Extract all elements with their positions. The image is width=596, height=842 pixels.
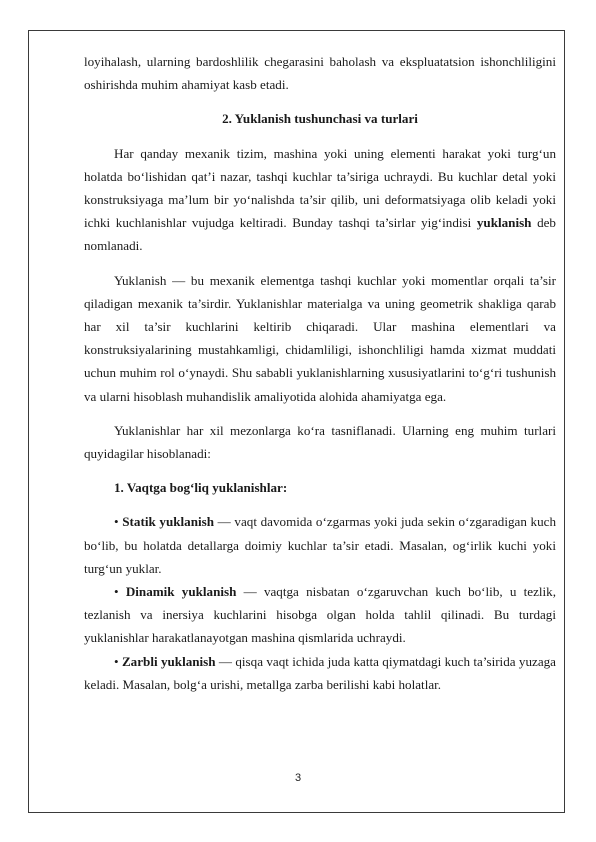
bullet-term: Dinamik yuklanish	[125, 584, 237, 600]
page-number: 3	[294, 772, 302, 784]
bullet-item	[84, 510, 556, 580]
paragraph-definition	[84, 142, 556, 258]
continuation-paragraph: loyihalash, ularning bardoshlilik chegarasini baholash va ekspluatatsion ishonchliligini oshirishda muhim ahamiyat kasb etadi.	[84, 54, 556, 93]
section-title: 2. Yuklanish tushunchasi va turlari	[222, 111, 418, 127]
paragraph-definition-end: deb nomlanadi.	[84, 215, 556, 254]
bullet-item	[84, 650, 556, 696]
bullet-icon: •	[114, 514, 119, 530]
bullet-term: Statik yuklanish	[122, 514, 214, 530]
document-body	[84, 50, 556, 696]
term-yuklanish: yuklanish	[476, 215, 532, 231]
bullet-icon: •	[114, 584, 119, 600]
paragraph-definition-text: Har qanday mexanik tizim, mashina yoki uning elementi harakat yoki turg‘un holatda bo‘lishidan qat’i nazar, tashqi kuchlar ta’siriga uchraydi. Bu kuchlar detal yoki konstruksiyaga ma’lum bir yo‘nalishda ta’sir qilib, uni deformatsiyaga olib keladi yoki ichki kuchlanishlar vujudga keltiradi. Bunday tashqi ta’sirlar yig‘indisi	[84, 145, 556, 231]
bullet-icon: •	[114, 653, 119, 669]
bullet-text: — vaqt davomida o‘zgarmas yoki juda sekin o‘zgaradigan kuch bo‘lib, bu holatda detallarga doimiy kuchlar ta’sir etadi. Masalan, og‘irlik kuchi yoki turg‘un yuklar.	[84, 514, 557, 576]
subsection-title: 1. Vaqtga bog‘liq yuklanishlar:	[114, 480, 288, 496]
bullet-text: — vaqtga nisbatan o‘zgaruvchan kuch bo‘lib, u tezlik, tezlanish va inersiya kuchlarini hisobga olgan holda tahlil qilinadi. Bu turdagi yuklanishlar harakatlanayotgan mashina qismlarida uchraydi.	[84, 584, 556, 646]
paragraph-classification: Yuklanishlar har xil mezonlarga ko‘ra tasniflanadi. Ularning eng muhim turlari quyidagilar hisoblanadi:	[84, 422, 556, 462]
bullet-term: Zarbli yuklanish	[121, 653, 216, 669]
bullet-item	[84, 580, 556, 650]
bullet-text: — qisqa vaqt ichida juda katta qiymatdagi kuch ta’sirida yuzaga keladi. Masalan, bolg‘a urishi, metallga zarba berilishi kabi holatlar.	[84, 653, 556, 692]
paragraph-explanation: Yuklanish — bu mexanik elementga tashqi kuchlar yoki momentlar orqali ta’sir qiladigan mexanik ta’sirdir. Yuklanishlar materialga va uning geometrik shakliga qarab har xil ta’sir kuchlarini keltirib chiqaradi. Ular mashina elementlari va konstruksiyalarining mustahkamligi, chidamliligi, ishonchliligi hamda xizmat muddati uchun muhim rol o‘ynaydi. Shu sababli yuklanishlarning xususiyatlarini to‘g‘ri tushunish va ularni hisoblash muhandislik amaliyotida alohida ahamiyatga ega.	[84, 272, 556, 404]
